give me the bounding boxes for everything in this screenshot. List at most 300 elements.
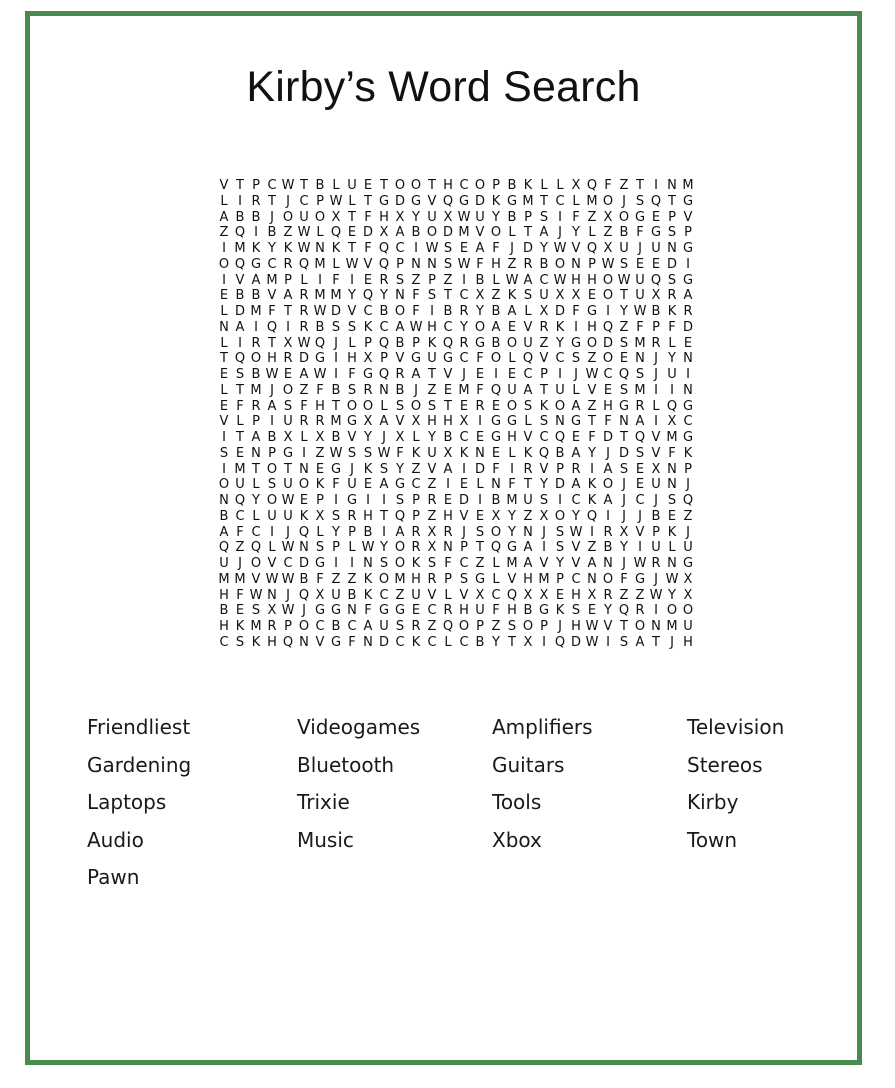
grid-letter: C <box>459 351 469 367</box>
grid-letter: I <box>238 335 242 351</box>
grid-letter: I <box>542 540 546 556</box>
grid-letter: I <box>638 540 642 556</box>
grid-letter: U <box>475 209 485 225</box>
grid-letter: G <box>682 556 694 571</box>
grid-letter: X <box>539 508 549 524</box>
grid-letter: E <box>475 508 485 524</box>
grid-letter: C <box>379 587 389 603</box>
grid-letter: R <box>299 288 309 304</box>
grid-letter: J <box>670 634 674 650</box>
grid-letter: P <box>684 461 692 477</box>
grid-letter: O <box>266 461 278 477</box>
grid-letter: L <box>220 304 228 319</box>
grid-letter: W <box>633 556 647 571</box>
grid-row <box>216 588 696 604</box>
grid-letter: I <box>654 414 658 430</box>
grid-letter: S <box>219 445 229 461</box>
grid-letter: P <box>252 414 260 430</box>
grid-letter: B <box>475 272 485 288</box>
grid-letter: Q <box>298 524 310 540</box>
grid-letter: M <box>266 272 278 288</box>
grid-letter: U <box>219 556 229 571</box>
grid-letter: G <box>570 335 582 351</box>
grid-letter: C <box>571 571 581 587</box>
grid-letter: Z <box>427 382 437 398</box>
word-list-row <box>87 825 847 863</box>
grid-letter: F <box>668 319 676 335</box>
grid-letter: T <box>428 367 436 382</box>
grid-letter: W <box>265 571 279 587</box>
grid-letter: T <box>364 193 372 209</box>
grid-letter: R <box>459 304 469 319</box>
grid-letter: W <box>585 634 599 650</box>
grid-letter: K <box>523 178 533 193</box>
grid-letter: Q <box>378 335 390 351</box>
grid-row <box>216 273 696 289</box>
grid-letter: I <box>318 272 322 288</box>
grid-letter: K <box>299 508 309 524</box>
grid-letter: I <box>654 382 658 398</box>
grid-letter: U <box>331 587 341 603</box>
grid-letter: Q <box>298 256 310 272</box>
grid-letter: Y <box>364 430 372 445</box>
grid-letter: K <box>315 477 325 493</box>
grid-letter: L <box>492 571 500 587</box>
grid-letter: B <box>347 587 357 603</box>
grid-letter: A <box>411 367 421 382</box>
grid-letter: Y <box>572 508 580 524</box>
grid-letter: W <box>601 256 615 272</box>
grid-letter: S <box>635 193 645 209</box>
grid-letter: X <box>459 414 469 430</box>
grid-letter: E <box>315 461 325 477</box>
grid-letter: Z <box>427 619 437 634</box>
grid-letter: G <box>682 193 694 209</box>
grid-letter: D <box>330 304 341 319</box>
grid-letter: U <box>283 477 293 493</box>
grid-letter: O <box>298 619 310 634</box>
grid-letter: R <box>683 304 693 319</box>
grid-row <box>216 635 696 651</box>
grid-letter: R <box>411 619 421 634</box>
grid-letter: V <box>539 556 549 571</box>
grid-letter: J <box>638 241 642 256</box>
grid-letter: N <box>523 524 533 540</box>
grid-letter: M <box>666 619 678 634</box>
grid-letter: V <box>347 430 357 445</box>
grid-letter: Y <box>332 524 340 540</box>
grid-letter: A <box>523 556 533 571</box>
grid-letter: A <box>219 524 229 540</box>
grid-letter: J <box>622 556 626 571</box>
grid-letter: O <box>218 477 230 493</box>
grid-letter: L <box>588 225 596 241</box>
grid-letter: A <box>603 493 613 508</box>
grid-letter: S <box>379 556 389 571</box>
grid-letter: C <box>267 178 277 193</box>
grid-letter: U <box>523 493 533 508</box>
grid-letter: B <box>267 225 277 241</box>
grid-letter: R <box>379 272 389 288</box>
grid-letter: R <box>299 319 309 335</box>
grid-letter: K <box>331 241 341 256</box>
grid-letter: W <box>409 319 423 335</box>
grid-letter: J <box>558 619 562 634</box>
grid-letter: B <box>555 445 565 461</box>
grid-row <box>216 241 696 257</box>
grid-letter: K <box>427 335 437 351</box>
grid-letter: M <box>250 382 262 398</box>
word-list-item: Bluetooth <box>297 752 395 777</box>
grid-letter: Q <box>266 319 278 335</box>
grid-letter: O <box>282 382 294 398</box>
grid-row <box>216 430 696 446</box>
word-list-row <box>87 787 847 825</box>
grid-letter: G <box>250 256 262 272</box>
grid-letter: I <box>590 461 594 477</box>
grid-letter: R <box>283 351 293 367</box>
grid-letter: E <box>651 256 661 272</box>
grid-letter: Z <box>427 477 437 493</box>
grid-letter: L <box>508 351 516 367</box>
grid-letter: C <box>603 367 613 382</box>
grid-letter: T <box>380 508 388 524</box>
grid-letter: I <box>558 367 562 382</box>
grid-letter: C <box>539 272 549 288</box>
grid-letter: X <box>603 241 613 256</box>
grid-letter: S <box>619 634 629 650</box>
grid-letter: H <box>347 351 357 367</box>
grid-letter: Z <box>507 256 517 272</box>
grid-letter: P <box>524 209 532 225</box>
grid-letter: K <box>555 319 565 335</box>
grid-row <box>216 572 696 588</box>
grid-letter: O <box>426 225 438 241</box>
grid-letter: F <box>508 477 516 493</box>
grid-letter: R <box>443 603 453 619</box>
grid-letter: A <box>491 319 501 335</box>
grid-letter: K <box>491 193 501 209</box>
grid-letter: C <box>299 193 309 209</box>
grid-row <box>216 509 696 525</box>
grid-letter: S <box>539 209 549 225</box>
grid-letter: F <box>492 603 500 619</box>
grid-letter: P <box>412 508 420 524</box>
grid-letter: L <box>492 556 500 571</box>
grid-letter: I <box>462 461 466 477</box>
grid-letter: S <box>667 272 677 288</box>
grid-letter: Q <box>538 445 550 461</box>
grid-letter: P <box>284 619 292 634</box>
grid-letter: T <box>588 414 596 430</box>
grid-letter: O <box>602 193 614 209</box>
grid-letter: X <box>283 430 293 445</box>
grid-letter: B <box>315 178 325 193</box>
grid-letter: Y <box>668 351 676 367</box>
grid-letter: E <box>635 477 645 493</box>
grid-letter: G <box>378 193 390 209</box>
grid-letter: R <box>283 256 293 272</box>
word-list-item: Xbox <box>492 827 542 852</box>
grid-row <box>216 304 696 320</box>
grid-letter: T <box>236 382 244 398</box>
word-list-item: Amplifiers <box>492 715 593 739</box>
grid-letter: W <box>329 445 343 461</box>
grid-letter: S <box>395 398 405 414</box>
grid-letter: L <box>572 193 580 209</box>
grid-row <box>216 178 696 194</box>
grid-letter: C <box>379 319 389 335</box>
grid-letter: P <box>668 209 676 225</box>
grid-letter: I <box>510 461 514 477</box>
grid-letter: L <box>492 272 500 288</box>
grid-letter: O <box>458 619 470 634</box>
grid-letter: Q <box>618 603 630 619</box>
grid-letter: F <box>236 587 244 603</box>
grid-letter: S <box>363 445 373 461</box>
grid-letter: F <box>316 382 324 398</box>
grid-letter: T <box>444 288 452 304</box>
grid-letter: R <box>635 398 645 414</box>
grid-row <box>216 383 696 399</box>
grid-row <box>216 477 696 493</box>
grid-letter: W <box>297 225 311 241</box>
grid-letter: K <box>363 587 373 603</box>
grid-letter: J <box>302 603 306 619</box>
grid-letter: O <box>506 335 518 351</box>
grid-letter: O <box>602 477 614 493</box>
grid-letter: I <box>494 367 498 382</box>
grid-letter: C <box>683 414 693 430</box>
grid-letter: V <box>219 178 229 193</box>
grid-letter: U <box>635 272 645 288</box>
grid-letter: V <box>347 304 357 319</box>
grid-letter: B <box>443 304 453 319</box>
grid-letter: E <box>443 493 453 508</box>
grid-letter: I <box>350 272 354 288</box>
grid-letter: G <box>634 209 646 225</box>
grid-letter: J <box>558 225 562 241</box>
grid-letter: Z <box>523 508 533 524</box>
grid-letter: U <box>667 367 677 382</box>
grid-letter: Q <box>442 193 454 209</box>
grid-letter: P <box>364 335 372 351</box>
grid-letter: U <box>379 619 389 634</box>
grid-letter: R <box>443 524 453 540</box>
grid-letter: I <box>238 193 242 209</box>
grid-letter: X <box>539 304 549 319</box>
grid-letter: I <box>222 430 226 445</box>
grid-letter: E <box>363 178 373 193</box>
grid-letter: O <box>490 524 502 540</box>
grid-letter: H <box>363 508 373 524</box>
grid-letter: G <box>570 414 582 430</box>
grid-letter: M <box>682 178 694 193</box>
grid-letter: L <box>332 256 340 272</box>
grid-letter: D <box>298 351 309 367</box>
grid-letter: N <box>219 319 229 335</box>
grid-letter: G <box>474 571 486 587</box>
grid-letter: A <box>635 634 645 650</box>
grid-row <box>216 336 696 352</box>
grid-letter: Q <box>394 508 406 524</box>
grid-letter: H <box>267 351 277 367</box>
grid-letter: Z <box>219 225 229 241</box>
grid-letter: P <box>412 493 420 508</box>
grid-letter: W <box>361 540 375 556</box>
grid-letter: Q <box>250 540 262 556</box>
grid-letter: N <box>491 477 501 493</box>
grid-letter: J <box>622 477 626 493</box>
grid-letter: M <box>250 304 262 319</box>
grid-letter: F <box>572 209 580 225</box>
grid-letter: Q <box>586 178 598 193</box>
grid-letter: R <box>427 571 437 587</box>
grid-letter: B <box>299 571 309 587</box>
grid-letter: V <box>683 209 693 225</box>
grid-letter: F <box>620 571 628 587</box>
grid-letter: T <box>524 477 532 493</box>
grid-letter: W <box>281 571 295 587</box>
grid-letter: S <box>539 493 549 508</box>
grid-letter: H <box>571 619 581 634</box>
grid-letter: L <box>220 335 228 351</box>
grid-letter: P <box>428 272 436 288</box>
grid-letter: T <box>268 335 276 351</box>
grid-letter: E <box>219 367 229 382</box>
grid-letter: F <box>332 477 340 493</box>
grid-letter: Q <box>314 335 326 351</box>
grid-letter: Y <box>460 319 468 335</box>
grid-row <box>216 540 696 556</box>
grid-letter: T <box>540 382 548 398</box>
grid-letter: N <box>299 634 309 650</box>
grid-letter: B <box>491 335 501 351</box>
grid-letter: S <box>427 288 437 304</box>
grid-letter: T <box>524 225 532 241</box>
grid-letter: M <box>634 382 646 398</box>
grid-row <box>216 493 696 509</box>
grid-letter: X <box>427 540 437 556</box>
grid-letter: Y <box>476 304 484 319</box>
grid-letter: I <box>334 493 338 508</box>
grid-letter: F <box>476 256 484 272</box>
grid-letter: F <box>412 304 420 319</box>
grid-letter: W <box>313 367 327 382</box>
grid-letter: P <box>492 178 500 193</box>
grid-letter: S <box>443 241 453 256</box>
grid-letter: D <box>298 556 309 571</box>
grid-letter: B <box>523 603 533 619</box>
grid-letter: I <box>254 319 258 335</box>
grid-letter: V <box>459 587 469 603</box>
grid-letter: S <box>571 351 581 367</box>
grid-letter: E <box>411 603 421 619</box>
grid-letter: H <box>219 587 229 603</box>
grid-letter: K <box>667 524 677 540</box>
grid-row <box>216 367 696 383</box>
grid-letter: J <box>286 193 290 209</box>
word-list-item: Trixie <box>297 790 350 814</box>
grid-letter: B <box>651 304 661 319</box>
grid-letter: A <box>571 477 581 493</box>
grid-letter: G <box>490 430 502 445</box>
word-list-item: Audio <box>87 827 144 852</box>
grid-row <box>216 462 696 478</box>
grid-letter: O <box>410 178 422 193</box>
grid-letter: W <box>281 178 295 193</box>
grid-letter: G <box>442 351 454 367</box>
grid-letter: B <box>331 430 341 445</box>
grid-letter: Y <box>380 540 388 556</box>
grid-letter: N <box>667 556 677 571</box>
grid-letter: P <box>476 619 484 634</box>
grid-letter: J <box>686 524 690 540</box>
grid-letter: N <box>251 445 261 461</box>
grid-letter: H <box>443 414 453 430</box>
grid-letter: N <box>315 241 325 256</box>
grid-letter: F <box>636 225 644 241</box>
grid-letter: K <box>683 445 693 461</box>
grid-letter: S <box>619 335 629 351</box>
grid-letter: L <box>300 430 308 445</box>
grid-letter: Y <box>668 587 676 603</box>
grid-letter: Z <box>491 619 501 634</box>
grid-letter: V <box>587 382 597 398</box>
grid-letter: Z <box>443 272 453 288</box>
grid-letter: O <box>602 351 614 367</box>
grid-letter: W <box>505 272 519 288</box>
grid-letter: X <box>619 524 629 540</box>
grid-letter: L <box>508 445 516 461</box>
grid-letter: Z <box>635 587 645 603</box>
grid-letter: J <box>654 367 658 382</box>
grid-letter: B <box>507 178 517 193</box>
word-list-item: Stereos <box>687 752 763 777</box>
grid-letter: G <box>330 603 342 619</box>
grid-letter: W <box>313 304 327 319</box>
grid-letter: T <box>428 178 436 193</box>
grid-letter: U <box>283 508 293 524</box>
grid-letter: S <box>251 603 261 619</box>
grid-letter: W <box>553 241 567 256</box>
grid-letter: J <box>334 335 338 351</box>
grid-letter: S <box>347 382 357 398</box>
grid-letter: D <box>554 477 565 493</box>
grid-letter: N <box>395 288 405 304</box>
grid-letter: U <box>475 603 485 619</box>
grid-letter: S <box>523 398 533 414</box>
grid-letter: H <box>427 319 437 335</box>
grid-letter: T <box>540 193 548 209</box>
grid-letter: Q <box>234 225 246 241</box>
grid-letter: E <box>491 398 501 414</box>
grid-letter: I <box>222 461 226 477</box>
grid-letter: U <box>235 477 245 493</box>
grid-letter: I <box>270 524 274 540</box>
grid-letter: T <box>668 193 676 209</box>
grid-letter: L <box>252 477 260 493</box>
grid-letter: U <box>283 414 293 430</box>
grid-letter: I <box>382 493 386 508</box>
grid-letter: X <box>539 587 549 603</box>
grid-letter: L <box>316 225 324 241</box>
grid-letter: R <box>475 398 485 414</box>
grid-letter: M <box>458 382 470 398</box>
grid-letter: X <box>555 288 565 304</box>
grid-letter: S <box>315 540 325 556</box>
grid-letter: M <box>234 571 246 587</box>
